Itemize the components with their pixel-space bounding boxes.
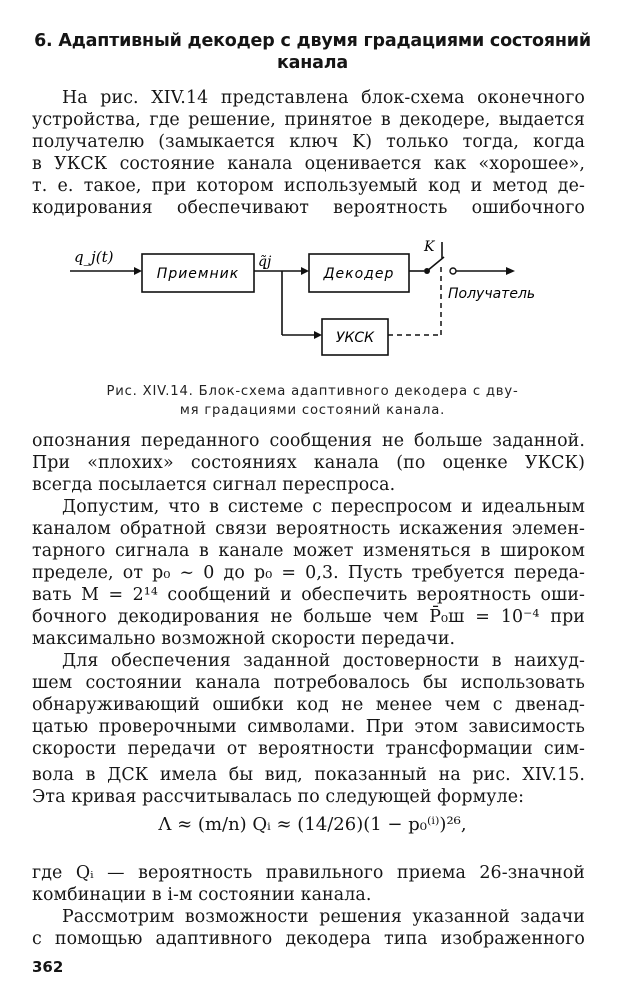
text-line: шем состоянии канала потребовалось бы использовать — [32, 673, 585, 693]
paragraph-4 — [32, 650, 585, 808]
paragraph-5 — [32, 862, 585, 906]
block-diagram — [60, 228, 560, 368]
switch-output-contact — [450, 268, 456, 274]
text-line: опознания переданного сообщения не больше заданной. — [32, 431, 585, 451]
heading-line-1: 6. Адаптивный декодер с двумя градациями состояний — [34, 31, 591, 51]
text-line: Для обеспечения заданной достоверности в наихуд- — [62, 651, 585, 671]
decoder-label: Декодер — [323, 266, 395, 282]
paragraph-6 — [32, 906, 585, 950]
text-line: всегда посылается сигнал переспроса. — [32, 475, 396, 495]
caption-line-1: Рис. XIV.14. Блок-схема адаптивного декодера с дву- — [106, 384, 519, 399]
text-line: обнаруживающий ошибки код не менее чем с двенад- — [32, 695, 585, 715]
arrow-icon — [134, 267, 142, 275]
decoded-signal-label: q̃j — [258, 254, 272, 270]
text-line: с помощью адаптивного декодера типа изображенного — [32, 929, 585, 949]
text-line: комбинации в i-м состоянии канала. — [32, 885, 372, 905]
caption-line-2: мя градациями состояний канала. — [179, 403, 446, 418]
text-line: скорости передачи от вероятности трансформации сим- — [32, 739, 585, 759]
paragraph-3 — [32, 496, 585, 650]
text-line: пределе, от p₀ ~ 0 до p₀ = 0,3. Пусть требуется переда- — [32, 563, 585, 583]
output-label: Получатель — [448, 286, 536, 302]
text-line: Эта кривая рассчитывалась по следующей формуле: — [32, 787, 525, 807]
heading-line-2: канала — [276, 53, 348, 73]
switch-label: K — [424, 239, 435, 255]
text-line: тарного сигнала в канале может изменяться в широком — [32, 541, 585, 561]
text-line: вола в ДСК имела бы вид, показанный на рис. XIV.15. — [32, 765, 585, 785]
text-line: Допустим, что в системе с переспросом и идеальным — [62, 497, 585, 517]
text-line: цатью проверочными символами. При этом зависимость — [32, 717, 585, 737]
figure-caption — [60, 382, 565, 420]
paragraph-2 — [32, 430, 585, 496]
arrow-icon — [506, 267, 515, 275]
text-line: максимально возможной скорости передачи. — [32, 629, 456, 649]
input-signal-label: q_j(t) — [74, 248, 114, 266]
text-line: в УКСК состояние канала оценивается как «хорошее», — [32, 154, 585, 174]
text-line: каналом обратной связи вероятность искажения элемен- — [32, 519, 585, 539]
text-line: бочного декодирования не больше чем P̄₀ш = 10⁻⁴ при — [32, 607, 585, 627]
text-line: вать M = 2¹⁴ сообщений и обеспечить вероятность оши- — [32, 585, 585, 605]
text-line: где Qᵢ — вероятность правильного приема 26-значной — [32, 863, 585, 883]
text-line: На рис. XIV.14 представлена блок-схема оконечного — [62, 88, 585, 108]
arrow-icon — [314, 331, 322, 339]
page-number: 362 — [32, 958, 64, 976]
text-line: При «плохих» состояниях канала (по оценке УКСК) — [32, 453, 585, 473]
section-heading — [30, 30, 595, 74]
paragraph-1 — [32, 87, 585, 219]
text-line: получателю (замыкается ключ K) только тогда, когда — [32, 132, 585, 152]
receiver-label: Приемник — [156, 266, 240, 282]
text-line: Рассмотрим возможности решения указанной задачи — [62, 907, 585, 927]
text-line: т. е. такое, при котором используемый код и метод де- — [32, 176, 585, 196]
text-line: устройства, где решение, принятое в декодере, выдается — [32, 110, 585, 130]
uksk-label: УКСК — [335, 330, 375, 346]
arrow-icon — [301, 267, 309, 275]
text-line: кодирования обеспечивают вероятность ошибочного — [32, 198, 585, 218]
formula: Λ ≈ (m/n) Qᵢ ≈ (14/26)(1 − p₀⁽ⁱ⁾)²⁶, — [158, 814, 467, 835]
